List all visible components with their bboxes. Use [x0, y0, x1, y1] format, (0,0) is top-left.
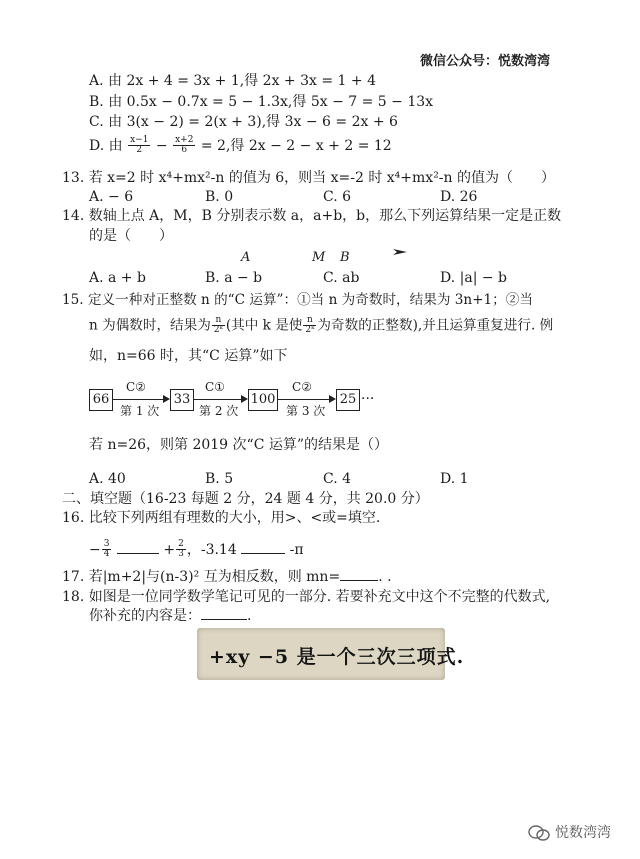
fraction-denominator: 2ᵏ	[213, 325, 223, 336]
q13-option-d: D. 26	[440, 189, 478, 205]
q15-option-d: D. 1	[440, 471, 469, 487]
flow-arrowhead-1-icon	[163, 395, 170, 403]
fraction-numerator: 2	[178, 539, 184, 549]
flow-arrow-1	[113, 399, 163, 400]
q14-stem-line1: 14. 数轴上点 A，M，B 分别表示数 a，a+b，b，那么下列运算结果一定是正数	[62, 208, 562, 224]
flow-step-2: 第 2 次	[199, 404, 239, 418]
q18-answer-blank[interactable]	[201, 619, 247, 620]
q14-stem-line2: 的是（ ）	[89, 228, 173, 244]
q15-question: 若 n=26，则第 2019 次“C 运算”的结果是（）	[89, 437, 389, 453]
q16-stem: 16. 比较下列两组有理数的大小，用>、<或=填空.	[62, 510, 381, 526]
q16-fraction-1	[102, 540, 112, 560]
q16-plus-sign: +	[163, 541, 176, 558]
fraction-denominator: 2	[136, 145, 143, 156]
q15-fraction-a	[212, 316, 225, 336]
q14-option-a: A. a + b	[89, 270, 146, 286]
q12-d-fraction-1	[128, 136, 150, 156]
flow-box-2: 33	[170, 389, 194, 411]
q14-option-d: D. |a| − b	[440, 270, 507, 286]
q15-line2-middle: (其中 k 是使	[225, 317, 303, 334]
flow-box-4: 25	[336, 389, 360, 411]
notebook-fragment-text: +xy −5 是一个三次三项式.	[209, 646, 465, 668]
q12-option-a: A. 由 2x + 4 = 3x + 1,得 2x + 3x = 1 + 4	[89, 73, 376, 89]
q12-d-suffix: = 2,得 2x − 2 − x + 2 = 12	[200, 137, 392, 154]
flow-box-1: 66	[89, 389, 113, 411]
fraction-numerator: n	[303, 316, 316, 326]
q12-option-d	[89, 136, 392, 156]
q15-option-a: A. 40	[89, 471, 126, 487]
fraction-denominator: 2ᵏ	[305, 325, 315, 336]
flow-arrowhead-3-icon	[329, 395, 336, 403]
q17-row	[62, 569, 392, 586]
q13-option-c: C. 6	[323, 189, 352, 205]
q18-line2	[89, 608, 251, 625]
q15-line2	[89, 316, 553, 336]
q16-fraction-2	[176, 540, 186, 560]
q15-line1: 15. 定义一种对正整数 n 的“C 运算”：①当 n 为奇数时，结果为 3n+1；②当	[62, 292, 533, 308]
flow-arrow-2	[194, 399, 241, 400]
fraction-numerator: x−1	[130, 135, 149, 145]
flow-step-3: 第 3 次	[286, 404, 326, 418]
number-line-point-a: A	[241, 250, 251, 265]
q16-blanks-row	[89, 540, 304, 560]
q14-option-c: C. ab	[323, 270, 360, 286]
number-line-arrow-icon	[393, 248, 407, 256]
q15-line3: 如，n=66 时，其“C 运算”如下	[89, 348, 288, 364]
fraction-numerator: x+2	[175, 135, 194, 145]
q17-stem: 17. 若|m+2|与(n-3)² 互为相反数，则 mn=	[62, 569, 341, 585]
flow-op-2: C①	[205, 380, 225, 394]
q14-option-b: B. a − b	[205, 270, 263, 286]
q16-answer-blank-1[interactable]	[117, 553, 159, 554]
q16-answer-blank-2[interactable]	[241, 553, 285, 554]
q12-option-c: C. 由 3(x − 2) = 2(x + 3),得 3x − 6 = 2x + 6	[89, 114, 398, 130]
q12-d-prefix: D. 由	[89, 137, 123, 154]
q15-fraction-b	[303, 316, 316, 336]
flow-step-1: 第 1 次	[120, 404, 160, 418]
q15-line2-prefix: n 为偶数时，结果为	[89, 317, 211, 334]
q17-answer-blank[interactable]	[340, 580, 378, 581]
q16-value-pi: -π	[289, 541, 304, 558]
wechat-header: 微信公众号：悦数湾湾	[420, 54, 551, 69]
watermark-text: 悦数湾湾	[555, 825, 611, 841]
q16-value-3-14: ，-3.14	[186, 541, 237, 558]
q15-line2-suffix: 为奇数的正整数),并且运算重复进行. 例	[317, 317, 554, 334]
q13-stem: 13. 若 x=2 时 x⁴+mx²-n 的值为 6，则当 x=-2 时 x⁴+mx²-n 的值为（ ）	[62, 170, 556, 186]
flow-op-3: C②	[292, 380, 312, 394]
q12-d-fraction-2	[173, 136, 195, 156]
fraction-denominator: 6	[181, 145, 188, 156]
fraction-numerator: 3	[103, 539, 110, 549]
flow-arrow-3	[278, 399, 329, 400]
wechat-logo-icon	[528, 824, 550, 842]
flow-box-3: 100	[248, 389, 278, 411]
fraction-numerator: n	[212, 316, 225, 326]
notebook-fragment-image	[197, 628, 465, 680]
flow-arrowhead-2-icon	[241, 395, 248, 403]
number-line-point-b: B	[340, 250, 350, 265]
q18-line2-text: 你补充的内容是：	[89, 608, 201, 624]
q18-line2-end: .	[247, 608, 252, 624]
q13-option-b: B. 0	[205, 189, 234, 205]
section-2-title: 二、填空题（16-23 每题 2 分，24 题 4 分，共 20.0 分）	[62, 491, 429, 507]
q17-suffix: . .	[378, 569, 392, 585]
flow-ellipsis: ···	[361, 391, 375, 407]
q13-option-a: A. − 6	[89, 189, 134, 205]
q12-option-b: B. 由 0.5x − 0.7x = 5 − 1.3x,得 5x − 7 = 5 − 13x	[89, 94, 434, 110]
q18-line1: 18. 如图是一位同学数学笔记可见的一部分. 若要补充文中这个不完整的代数式,	[62, 589, 551, 605]
number-line-point-m: M	[312, 250, 326, 265]
fraction-denominator: 4	[103, 549, 110, 560]
q15-option-c: C. 4	[323, 471, 352, 487]
q15-option-b: B. 5	[205, 471, 234, 487]
q12-d-minus: −	[155, 137, 168, 154]
q16-neg-sign: −	[89, 541, 101, 558]
fraction-denominator: 3	[178, 549, 184, 560]
flow-op-1: C②	[126, 380, 146, 394]
